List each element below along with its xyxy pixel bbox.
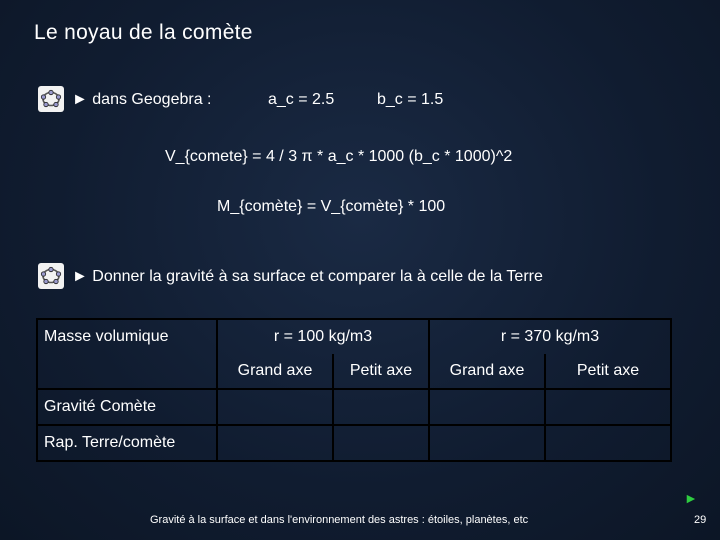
table-cell[interactable] — [217, 425, 333, 461]
volume-formula: V_{comete} = 4 / 3 π * a_c * 1000 (b_c * 1000)^2 — [165, 148, 513, 165]
table-row — [37, 389, 671, 425]
geogebra-icon[interactable] — [38, 86, 64, 112]
mass-formula: M_{comète} = V_{comète} * 100 — [217, 198, 446, 215]
table-cell[interactable] — [333, 425, 429, 461]
table-row — [37, 425, 671, 461]
table-cell[interactable] — [429, 425, 545, 461]
page-number: 29 — [694, 514, 707, 526]
table-cell[interactable] — [545, 389, 671, 425]
gravity-table — [36, 318, 672, 462]
table-row — [37, 319, 671, 354]
geogebra-label: ► dans Geogebra : — [72, 91, 212, 108]
table-cell[interactable] — [217, 389, 333, 425]
grand-axe-header: Grand axe — [217, 354, 333, 389]
footer-text: Gravité à la surface et dans l'environnement des astres : étoiles, planètes, etc — [150, 514, 529, 526]
table-cell[interactable] — [333, 389, 429, 425]
petit-axe-header: Petit axe — [333, 354, 429, 389]
grand-axe-header: Grand axe — [429, 354, 545, 389]
task-label: ► Donner la gravité à sa surface et comparer la à celle de la Terre — [72, 268, 543, 285]
density-100-header: r = 100 kg/m3 — [217, 319, 429, 354]
petit-axe-header: Petit axe — [545, 354, 671, 389]
table-cell[interactable] — [545, 425, 671, 461]
gravity-row-label: Gravité Comète — [37, 389, 217, 425]
ac-value: a_c = 2.5 — [268, 91, 335, 108]
geogebra-icon[interactable] — [38, 263, 64, 289]
slide-title: Le noyau de la comète — [34, 21, 253, 44]
next-arrow-icon[interactable]: ► — [684, 490, 698, 506]
header-density-label: Masse volumique — [37, 319, 217, 389]
ratio-row-label: Rap. Terre/comète — [37, 425, 217, 461]
density-370-header: r = 370 kg/m3 — [429, 319, 671, 354]
bc-value: b_c = 1.5 — [377, 91, 444, 108]
table-cell[interactable] — [429, 389, 545, 425]
